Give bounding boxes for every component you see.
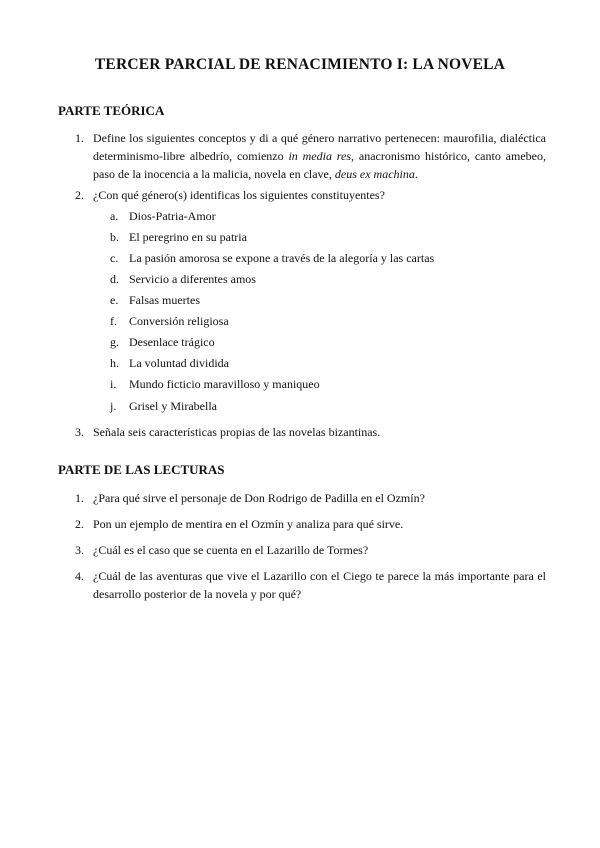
reading-question-3 [58,541,546,559]
question-2 [58,186,546,204]
list-item [110,333,530,351]
list-letter: j. [110,399,117,413]
list-item-text: Grisel y Mirabella [129,399,217,413]
list-item-text: La pasión amorosa se expone a través de la alegoría y las cartas [129,251,435,265]
list-letter: i. [110,377,117,391]
question-number: 3. [75,425,84,439]
question-number: 1. [75,491,84,505]
reading-question-2 [58,515,546,533]
list-item [110,249,530,267]
list-item [110,291,530,309]
list-letter: a. [110,209,119,223]
list-letter: f. [110,314,117,328]
list-letter: h. [110,356,119,370]
question-number: 3. [75,543,84,557]
list-letter: b. [110,230,119,244]
question-text: ¿Para qué sirve el personaje de Don Rodrigo de Padilla en el Ozmín? [93,491,425,505]
list-item [110,397,530,415]
question-text: Señala seis características propias de las novelas bizantinas. [93,425,381,439]
question-text: Pon un ejemplo de mentira en el Ozmín y analiza para qué sirve. [93,517,404,531]
list-item [110,354,530,372]
section-heading-lecturas: PARTE DE LAS LECTURAS [58,462,225,477]
list-letter: g. [110,335,119,349]
list-item-text: Mundo ficticio maravilloso y maniqueo [129,377,320,391]
list-item-text: Conversión religiosa [129,314,229,328]
list-item [110,312,530,330]
list-letter: e. [110,293,119,307]
list-item-text: Dios-Patria-Amor [129,209,216,223]
question-text: ¿Con qué género(s) identificas los siguientes constituyentes? [93,188,385,202]
question-text: ¿Cuál es el caso que se cuenta en el Lazarillo de Tormes? [93,543,369,557]
reading-question-4 [58,567,546,603]
list-letter: c. [110,251,119,265]
list-item-text: La voluntad dividida [129,356,229,370]
reading-question-1 [58,489,546,507]
question-1 [58,129,546,183]
list-item-text: Falsas muertes [129,293,200,307]
list-item-text: El peregrino en su patria [129,230,247,244]
question-text: Define los siguientes conceptos y di a qué género narrativo pertenecen: maurofilia, dialéctica determinismo-libre albedrío, comienzo in media res, anacronismo histórico, canto amebeo, paso de la inocencia a la malicia, novela en clave, deus ex machina. [93,131,546,181]
page-title: TERCER PARCIAL DE RENACIMIENTO I: LA NOVELA [94,56,506,73]
section-heading-teorica: PARTE TEÓRICA [58,103,165,118]
question-3 [58,423,546,441]
question-text: ¿Cuál de las aventuras que vive el Lazarillo con el Ciego te parece la más importante para el desarrollo posterior de la novela y por qué? [93,569,546,601]
list-item [110,228,530,246]
list-letter: d. [110,272,119,286]
list-item [110,207,530,225]
list-item-text: Desenlace trágico [129,335,215,349]
list-item-text: Servicio a diferentes amos [129,272,256,286]
question-number: 2. [75,517,84,531]
question-number: 4. [75,569,84,583]
question-number: 2. [75,188,84,202]
question-number: 1. [75,131,84,145]
list-item [110,375,530,393]
list-item [110,270,530,288]
